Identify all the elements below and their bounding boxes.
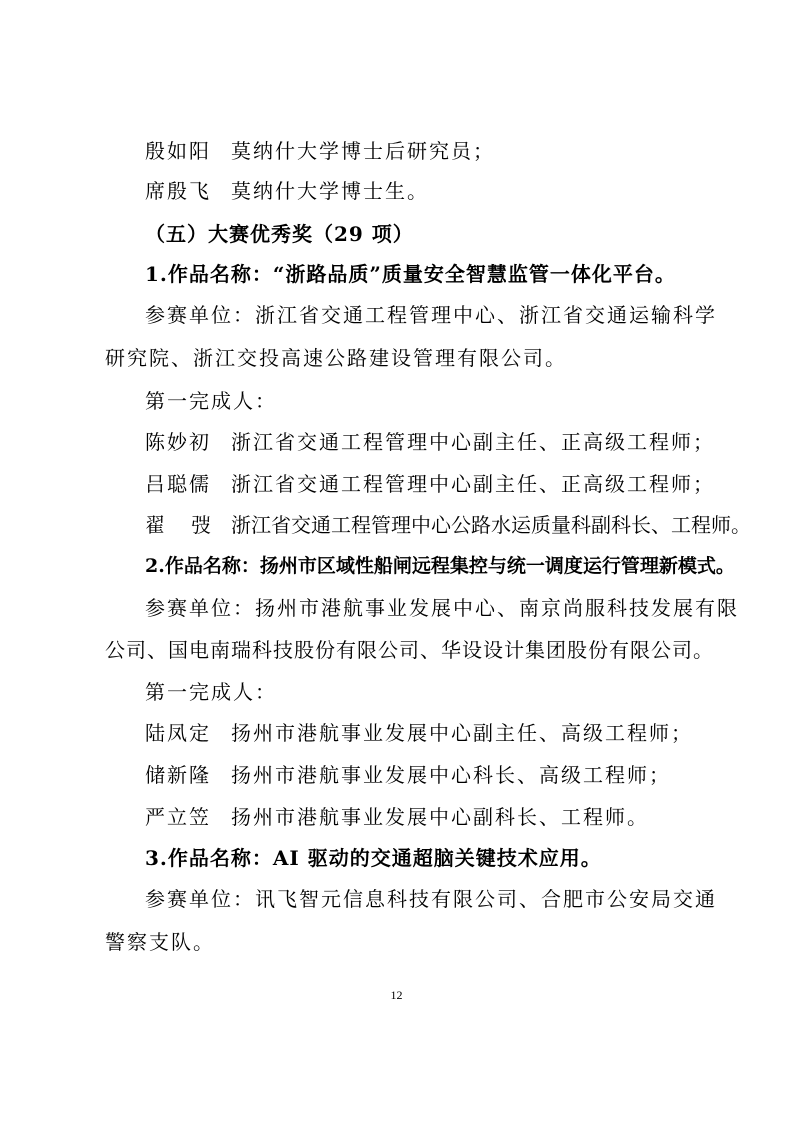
page-number: 12 [390, 988, 403, 1002]
person-title: 浙江省交通工程管理中心副主任、正高级工程师； [231, 472, 715, 496]
person-line [145, 427, 745, 457]
person-name: 陈妙初 [145, 430, 211, 454]
work-title: 3.作品名称：AI 驱动的交通超脑关键技术应用。 [145, 846, 602, 870]
person-title: 浙江省交通工程管理中心公路水运质量科副科长、工程师。 [231, 513, 751, 537]
unit-line-continued: 研究院、浙江交投高速公路建设管理有限公司。 [105, 346, 567, 370]
first-author-label: 第一完成人： [145, 389, 277, 413]
work-title: 1.作品名称：“浙路品质”质量安全智慧监管一体化平台。 [145, 262, 676, 286]
person-line [145, 510, 751, 540]
person-name: 翟弢 [145, 513, 237, 537]
unit-line: 参赛单位：浙江省交通工程管理中心、浙江省交通运输科学 [145, 303, 717, 327]
person-title: 莫纳什大学博士生。 [231, 179, 429, 203]
person-title: 莫纳什大学博士后研究员； [231, 139, 495, 163]
person-name: 陆凤定 [145, 721, 211, 745]
person-name: 殷如阳 [145, 139, 211, 163]
person-title: 扬州市港航事业发展中心科长、高级工程师； [231, 763, 671, 787]
unit-line-continued: 公司、国电南瑞科技股份有限公司、华设设计集团股份有限公司。 [105, 638, 714, 662]
person-line [145, 802, 745, 832]
first-author-label: 第一完成人： [145, 680, 277, 704]
person-line [145, 176, 745, 206]
unit-line: 参赛单位：讯飞智元信息科技有限公司、合肥市公安局交通 [145, 887, 717, 911]
person-line [145, 760, 745, 790]
person-name: 储新隆 [145, 763, 211, 787]
person-title: 扬州市港航事业发展中心副科长、工程师。 [231, 805, 649, 829]
unit-line-continued: 警察支队。 [105, 930, 215, 954]
person-name: 席殷飞 [145, 179, 211, 203]
section-heading: （五）大赛优秀奖（29 项） [145, 222, 414, 246]
person-name: 严立笠 [145, 805, 211, 829]
person-line [145, 469, 745, 499]
person-title: 浙江省交通工程管理中心副主任、正高级工程师； [231, 430, 715, 454]
person-line [145, 718, 745, 748]
unit-line: 参赛单位：扬州市港航事业发展中心、南京尚服科技发展有限 [145, 596, 739, 620]
person-line [145, 136, 745, 166]
work-title: 2.作品名称：扬州市区域性船闸远程集控与统一调度运行管理新模式。 [145, 555, 735, 577]
person-title: 扬州市港航事业发展中心副主任、高级工程师； [231, 721, 693, 745]
person-name: 吕聪儒 [145, 472, 211, 496]
